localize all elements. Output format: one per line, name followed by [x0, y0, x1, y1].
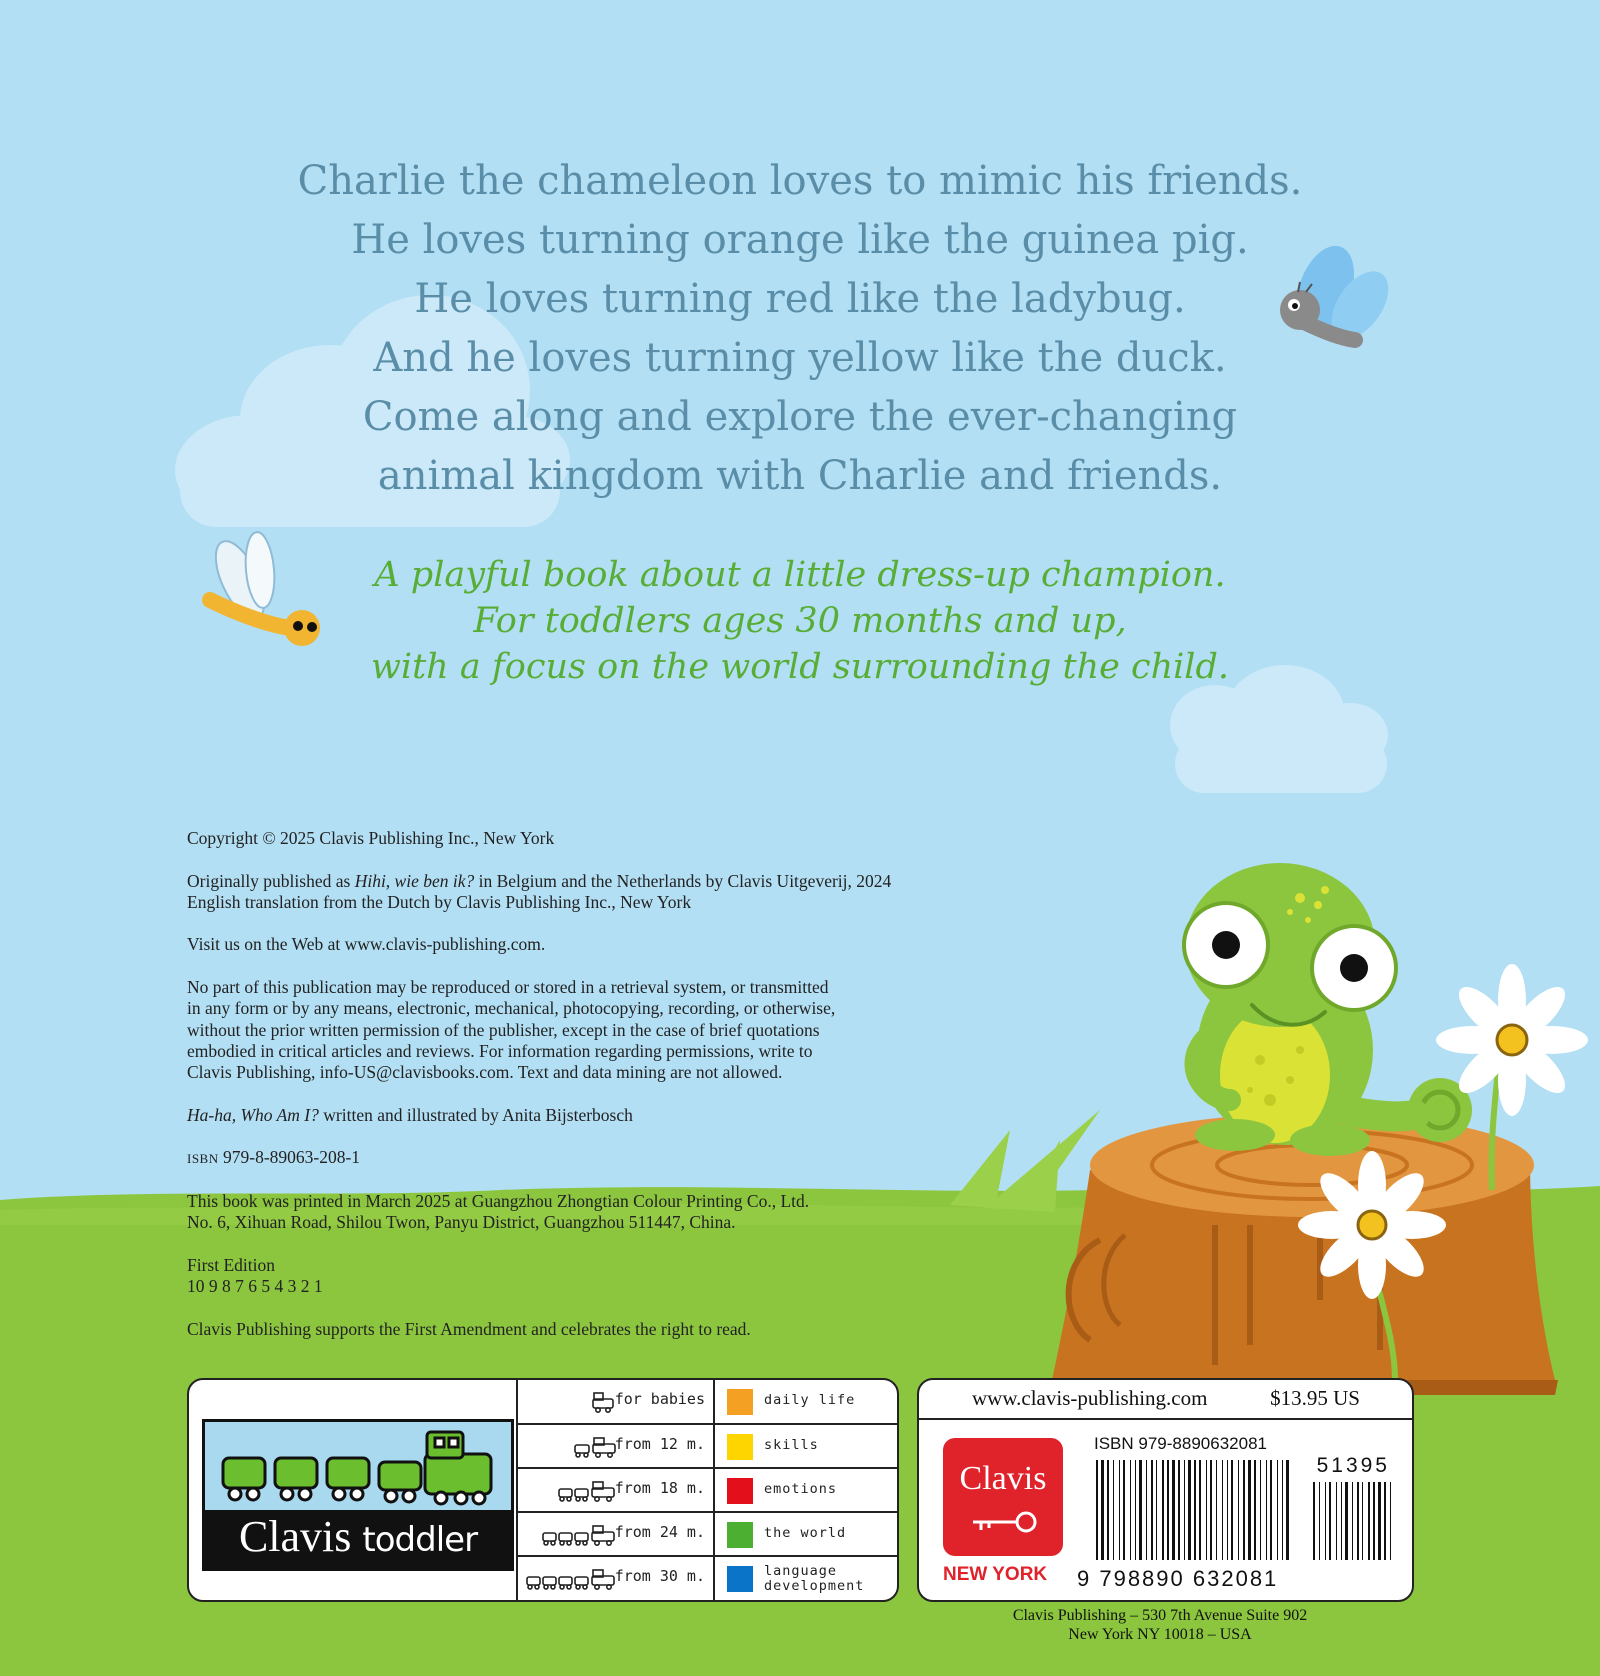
isbn-label: ISBN	[187, 1151, 219, 1167]
rights-line: embodied in critical articles and reviews. For information regarding permissions, write to	[187, 1040, 813, 1061]
category-label: daily life	[764, 1392, 856, 1408]
logo-text	[205, 1511, 511, 1562]
publisher-logo	[943, 1438, 1063, 1556]
address-line: New York NY 10018 – USA	[1068, 1626, 1252, 1643]
logo-sub: toddler	[362, 1520, 478, 1560]
barcode	[1096, 1460, 1396, 1566]
category-swatch	[727, 1522, 753, 1548]
credit-suffix: written and illustrated by Anita Bijsterbosch	[318, 1104, 633, 1125]
category-swatch	[727, 1478, 753, 1504]
train-icon	[574, 1436, 618, 1458]
isbn-value: 979-8-89063-208-1	[218, 1147, 361, 1168]
category-label	[764, 1564, 864, 1594]
category-label-line: development	[764, 1578, 865, 1594]
isbn-line	[187, 1147, 1047, 1169]
original-prefix: Originally published as	[187, 870, 355, 891]
address-line: Clavis Publishing – 530 7th Avenue Suite 902	[1012, 1607, 1308, 1624]
age-label: from 30 m.	[614, 1567, 705, 1585]
train-icon	[542, 1524, 618, 1546]
grid-row	[518, 1511, 899, 1555]
printing-line: No. 6, Xihuan Road, Shilou Twon, Panyu District, Guangzhou 511447, China.	[187, 1212, 736, 1233]
edition-label: First Edition	[187, 1254, 275, 1275]
tagline-line: A playful book about a little dress-up champion.	[374, 555, 1226, 595]
publisher-city: NEW YORK	[943, 1564, 1048, 1585]
tagline	[200, 552, 1400, 690]
category-label: emotions	[764, 1481, 838, 1497]
age-label: for babies	[614, 1390, 705, 1408]
blurb-line: animal kingdom with Charlie and friends.	[377, 453, 1223, 499]
printing-info	[187, 1191, 1047, 1234]
rights-notice	[187, 977, 1047, 1083]
price: $13.95 US	[1270, 1386, 1360, 1410]
grid-row	[518, 1423, 899, 1467]
rights-line: in any form or by any means, electronic, mechanical, photocopying, recording, or otherwise,	[187, 998, 836, 1019]
age-label: from 12 m.	[614, 1435, 705, 1453]
blurb-line: He loves turning orange like the guinea pig.	[351, 217, 1249, 263]
blurb-line: And he loves turning yellow like the duck.	[373, 335, 1227, 381]
blurb-text	[200, 152, 1400, 506]
category-label-line: language	[764, 1563, 838, 1579]
category-label: the world	[764, 1525, 847, 1541]
age-cell	[518, 1513, 715, 1555]
publisher-url: www.clavis-publishing.com	[972, 1386, 1208, 1410]
price-code: 51395	[1316, 1454, 1390, 1477]
tagline-line: For toddlers ages 30 months and up,	[473, 601, 1127, 641]
tagline-line: with a focus on the world surrounding the child.	[370, 647, 1230, 687]
blurb-line: Charlie the chameleon loves to mimic his friends.	[297, 158, 1303, 204]
blurb-line: Come along and explore the ever-changing	[362, 394, 1238, 440]
age-cell	[518, 1425, 715, 1467]
publisher-name: Clavis	[959, 1460, 1047, 1497]
logo-word: Clavis	[238, 1512, 352, 1561]
blurb-line: He loves turning red like the ladybug.	[414, 276, 1186, 322]
credit-line	[187, 1105, 1047, 1126]
original-title: Hihi, wie ben ik?	[354, 870, 475, 891]
age-cell	[518, 1380, 715, 1423]
key-icon	[943, 1438, 1063, 1556]
age-label: from 18 m.	[614, 1479, 705, 1497]
copyright-line: Copyright © 2025 Clavis Publishing Inc., New York	[187, 828, 555, 848]
age-cell	[518, 1469, 715, 1511]
tree-stump	[1045, 1113, 1558, 1395]
age-category-grid	[516, 1380, 899, 1600]
series-info-card	[187, 1378, 899, 1602]
category-swatch	[727, 1434, 753, 1460]
train-icon	[205, 1422, 505, 1506]
web-line: Visit us on the Web at www.clavis-publishing.com.	[187, 934, 546, 955]
category-swatch	[727, 1389, 753, 1415]
clavis-toddler-logo	[202, 1419, 514, 1571]
train-icon	[591, 1391, 617, 1413]
publisher-address	[990, 1606, 1330, 1644]
retail-card	[917, 1378, 1414, 1602]
grid-row	[518, 1380, 899, 1423]
grid-row	[518, 1555, 899, 1602]
retail-header	[919, 1380, 1412, 1420]
rights-line: Clavis Publishing, info-US@clavisbooks.com. Text and data mining are not allowed.	[187, 1062, 783, 1083]
grid-row	[518, 1467, 899, 1511]
printing-line: This book was printed in March 2025 at Guangzhou Zhongtian Colour Printing Co., Ltd.	[187, 1191, 810, 1212]
train-icon	[558, 1480, 618, 1502]
edition-info	[187, 1255, 1047, 1298]
book-title: Ha-ha, Who Am I?	[187, 1104, 319, 1125]
original-publication	[187, 871, 1047, 914]
age-label: from 24 m.	[614, 1523, 705, 1541]
original-suffix: in Belgium and the Netherlands by Clavis Uitgeverij, 2024	[474, 870, 892, 891]
rights-line: without the prior written permission of the publisher, except in the case of brief quotations	[187, 1019, 820, 1040]
printing-number-line: 10 9 8 7 6 5 4 3 2 1	[187, 1276, 323, 1297]
rights-line: No part of this publication may be reproduced or stored in a retrieval system, or transmitted	[187, 977, 829, 998]
translation-line: English translation from the Dutch by Clavis Publishing Inc., New York	[187, 891, 692, 912]
ean-number: 9 798890 632081	[1077, 1566, 1279, 1591]
amendment-line: Clavis Publishing supports the First Amendment and celebrates the right to read.	[187, 1318, 751, 1339]
age-cell	[518, 1557, 715, 1602]
train-icon	[526, 1568, 618, 1590]
category-label: skills	[764, 1437, 819, 1453]
copyright-block	[187, 828, 1047, 1361]
barcode-isbn: ISBN 979-8890632081	[1094, 1434, 1267, 1453]
category-swatch	[727, 1566, 753, 1592]
